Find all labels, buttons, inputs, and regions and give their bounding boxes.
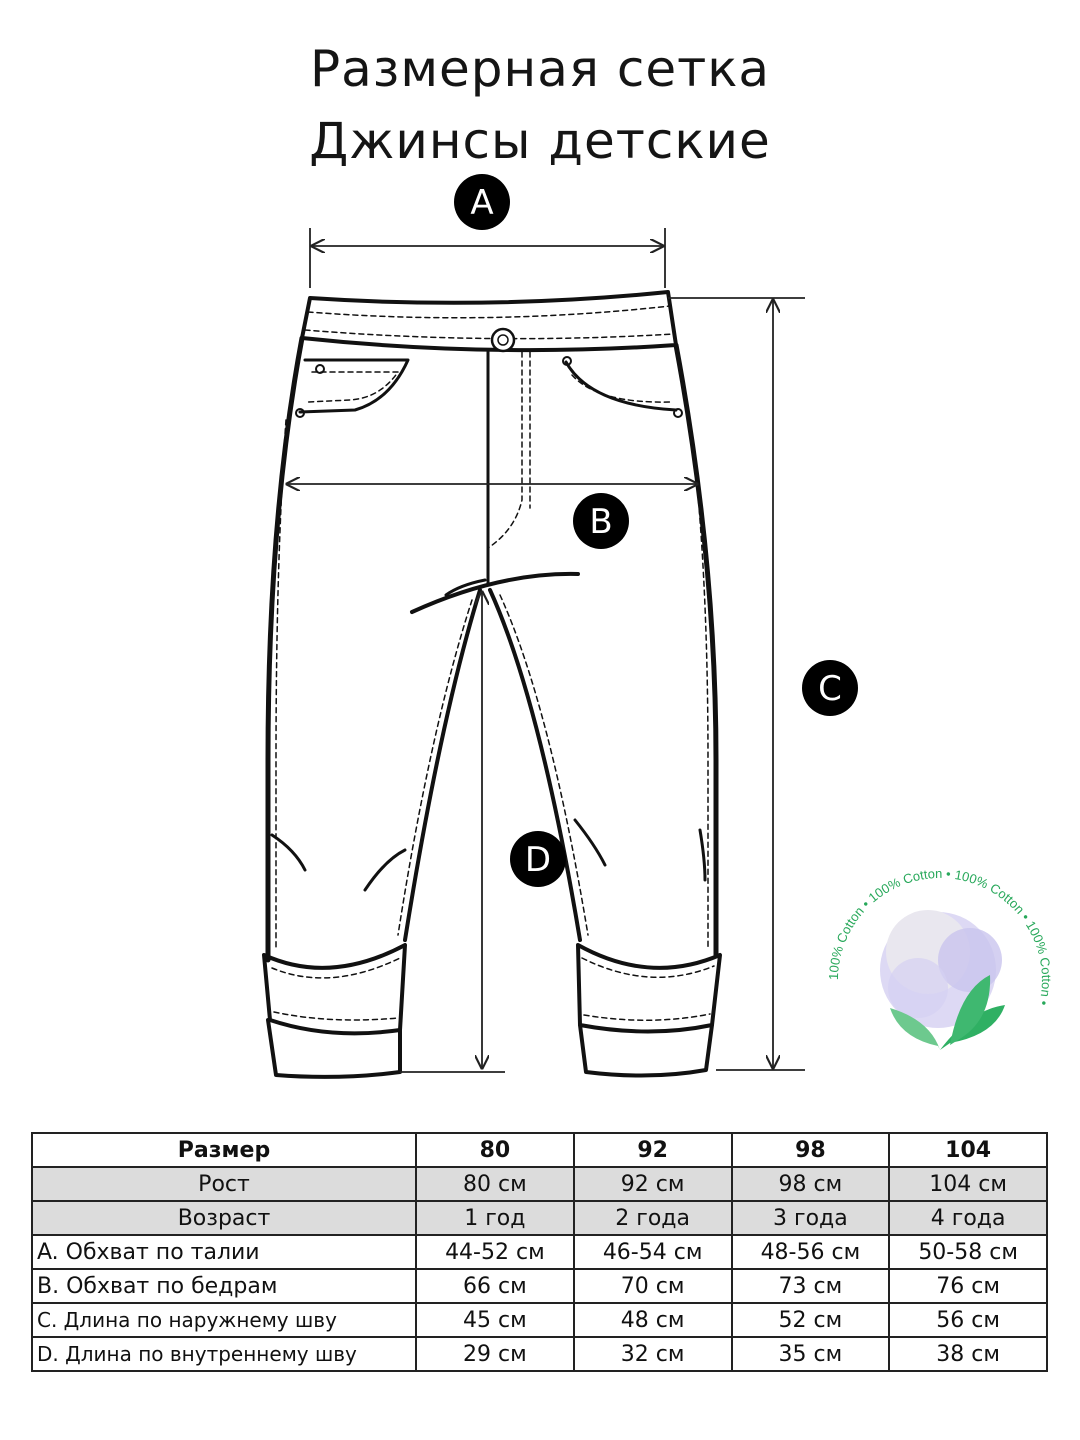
- badge-d: [510, 831, 566, 887]
- header-col: 80: [416, 1133, 574, 1167]
- badge-b: [573, 493, 629, 549]
- cotton-badge: [820, 860, 1060, 1100]
- table-cell: 44-52 см: [416, 1235, 574, 1269]
- table-row: [32, 1337, 1047, 1371]
- table-cell: 80 см: [416, 1167, 574, 1201]
- page-subtitle: Джинсы детские: [309, 112, 771, 170]
- table-cell: 73 см: [732, 1269, 890, 1303]
- right-outer-seam: [676, 345, 716, 955]
- row-label: D. Длина по внутреннему шву: [32, 1337, 416, 1371]
- table-cell: 46-54 см: [574, 1235, 732, 1269]
- badge-d-label: D: [524, 840, 552, 880]
- right-inner-seam: [490, 590, 580, 940]
- left-inner-seam: [405, 590, 480, 940]
- size-table: [31, 1132, 1048, 1372]
- table-row: [32, 1269, 1047, 1303]
- badge-a: [454, 174, 510, 230]
- table-cell: 32 см: [574, 1337, 732, 1371]
- table-cell: 1 год: [416, 1201, 574, 1235]
- table-header-row: [32, 1133, 1047, 1167]
- table-cell: 29 см: [416, 1337, 574, 1371]
- header-col: 104: [889, 1133, 1047, 1167]
- table-row: [32, 1303, 1047, 1337]
- table-cell: 35 см: [732, 1337, 890, 1371]
- header-col: 98: [732, 1133, 890, 1167]
- cotton-ring-text: 100% Cotton • 100% Cotton • 100% Cotton • 100% Cotton •: [825, 865, 1055, 1007]
- table-cell: 70 см: [574, 1269, 732, 1303]
- table-cell: 76 см: [889, 1269, 1047, 1303]
- table-cell: 48-56 см: [732, 1235, 890, 1269]
- table-cell: 52 см: [732, 1303, 890, 1337]
- row-label: C. Длина по наружнему шву: [32, 1303, 416, 1337]
- row-label: A. Обхват по талии: [32, 1235, 416, 1269]
- table-cell: 3 года: [732, 1201, 890, 1235]
- table-row: [32, 1167, 1047, 1201]
- table-cell: 92 см: [574, 1167, 732, 1201]
- table-row: [32, 1201, 1047, 1235]
- page-title: Размерная сетка: [309, 40, 771, 98]
- badge-b-label: B: [589, 502, 613, 542]
- table-cell: 4 года: [889, 1201, 1047, 1235]
- row-label: Рост: [32, 1167, 416, 1201]
- row-label: B. Обхват по бедрам: [32, 1269, 416, 1303]
- button-icon: [492, 329, 514, 351]
- table-cell: 98 см: [732, 1167, 890, 1201]
- table-cell: 50-58 см: [889, 1235, 1047, 1269]
- right-cuff: [578, 945, 720, 1032]
- table-cell: 48 см: [574, 1303, 732, 1337]
- table-row: [32, 1235, 1047, 1269]
- jeans-drawing: [264, 292, 720, 1077]
- badge-c: [802, 660, 858, 716]
- table-cell: 66 см: [416, 1269, 574, 1303]
- badge-a-label: A: [470, 183, 494, 223]
- header-col: 92: [574, 1133, 732, 1167]
- waistband: [302, 292, 676, 350]
- table-cell: 38 см: [889, 1337, 1047, 1371]
- table-cell: 56 см: [889, 1303, 1047, 1337]
- badge-c-label: C: [818, 669, 842, 709]
- table-cell: 104 см: [889, 1167, 1047, 1201]
- table-cell: 2 года: [574, 1201, 732, 1235]
- measurement-lines: [287, 228, 805, 1072]
- row-label: Возраст: [32, 1201, 416, 1235]
- left-cuff: [264, 945, 405, 1033]
- cotton-flower-icon: [880, 910, 1005, 1050]
- header-size: Размер: [32, 1133, 416, 1167]
- table-cell: 45 см: [416, 1303, 574, 1337]
